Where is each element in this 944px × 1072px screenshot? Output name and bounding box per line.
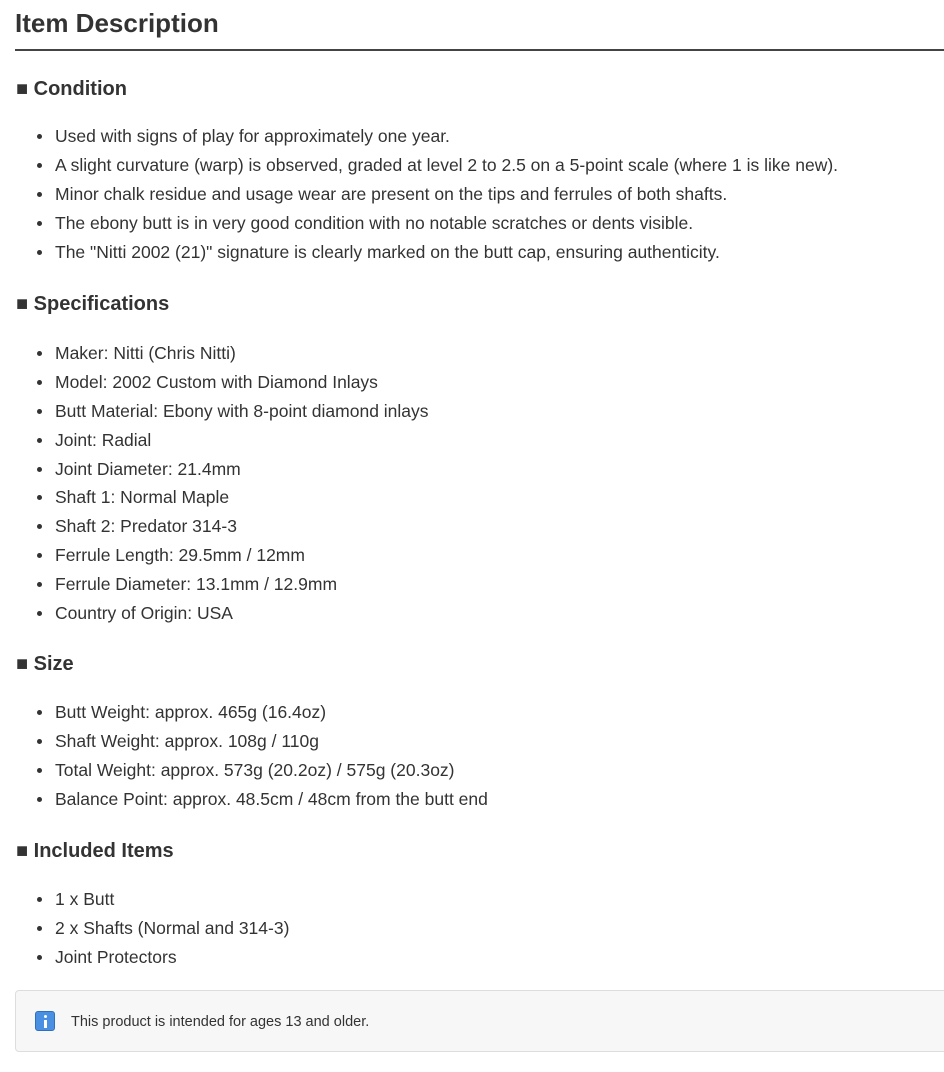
list-item: Ferrule Diameter: 13.1mm / 12.9mm [55, 570, 429, 599]
age-notice-text: This product is intended for ages 13 and older. [71, 1014, 370, 1030]
age-notice [15, 990, 944, 1052]
condition-list [55, 122, 838, 266]
list-item: Balance Point: approx. 48.5cm / 48cm from the butt end [55, 785, 488, 814]
list-item: Ferrule Length: 29.5mm / 12mm [55, 541, 429, 570]
size-list [55, 698, 488, 814]
list-item: Shaft 2: Predator 314-3 [55, 512, 429, 541]
page-title: Item Description [15, 8, 219, 38]
list-item: 2 x Shafts (Normal and 314-3) [55, 914, 289, 943]
list-item: Model: 2002 Custom with Diamond Inlays [55, 368, 429, 397]
list-item: Country of Origin: USA [55, 599, 429, 628]
condition-heading: ■ Condition [16, 78, 127, 100]
list-item: Maker: Nitti (Chris Nitti) [55, 339, 429, 368]
list-item: Minor chalk residue and usage wear are present on the tips and ferrules of both shafts. [55, 180, 838, 209]
list-item: Used with signs of play for approximately one year. [55, 122, 838, 151]
list-item: The "Nitti 2002 (21)" signature is clearly marked on the butt cap, ensuring authenticity. [55, 238, 838, 267]
list-item: A slight curvature (warp) is observed, graded at level 2 to 2.5 on a 5-point scale (where 1 is like new). [55, 151, 838, 180]
list-item: Butt Weight: approx. 465g (16.4oz) [55, 698, 488, 727]
title-divider [15, 49, 944, 51]
specifications-heading: ■ Specifications [16, 293, 170, 315]
list-item: Joint Diameter: 21.4mm [55, 455, 429, 484]
list-item: Shaft 1: Normal Maple [55, 483, 429, 512]
list-item: Joint: Radial [55, 426, 429, 455]
specifications-list [55, 339, 429, 628]
list-item: Butt Material: Ebony with 8-point diamond inlays [55, 397, 429, 426]
list-item: 1 x Butt [55, 885, 289, 914]
included-items-heading: ■ Included Items [16, 840, 174, 862]
list-item: Shaft Weight: approx. 108g / 110g [55, 727, 488, 756]
size-heading: ■ Size [16, 653, 74, 675]
list-item: Total Weight: approx. 573g (20.2oz) / 575g (20.3oz) [55, 756, 488, 785]
list-item: Joint Protectors [55, 943, 289, 972]
included-items-list [55, 885, 289, 972]
info-icon [35, 1011, 55, 1031]
list-item: The ebony butt is in very good condition with no notable scratches or dents visible. [55, 209, 838, 238]
